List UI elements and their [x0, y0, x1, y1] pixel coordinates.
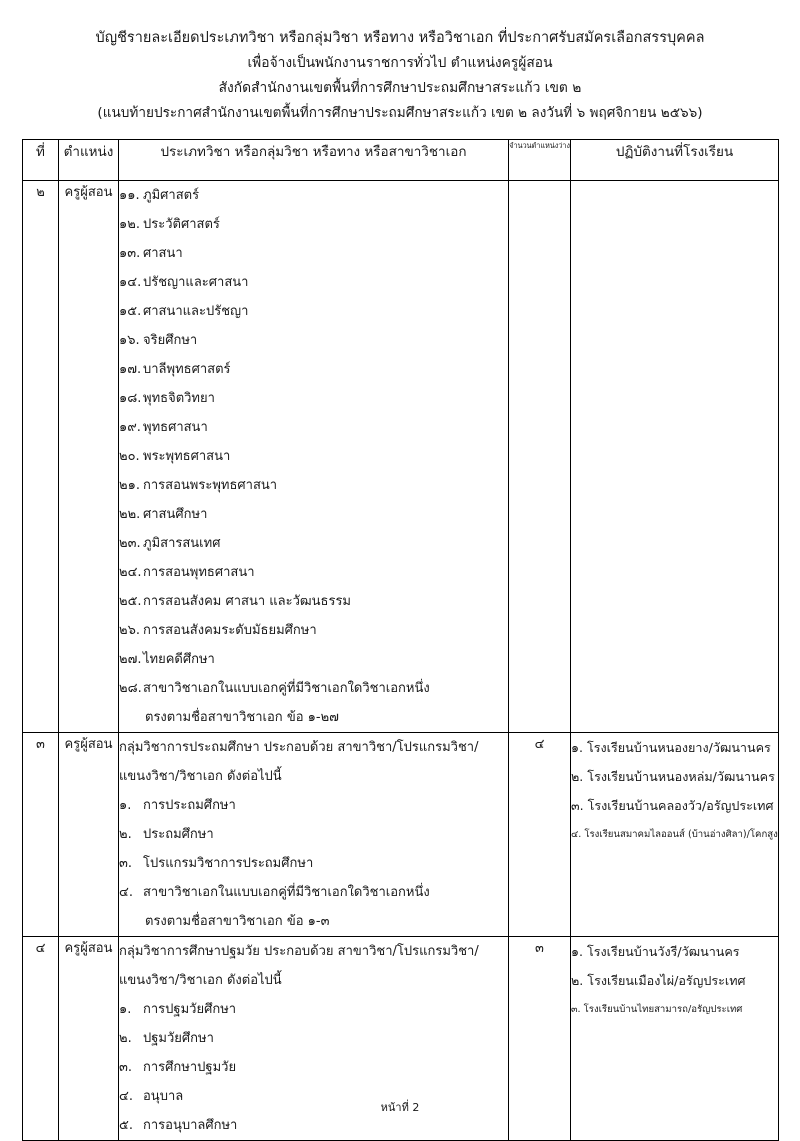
page-footer: หน้าที่ 2: [380, 1101, 420, 1114]
row-subject-list: [119, 181, 509, 733]
list-item: [119, 355, 508, 384]
subject-items: [119, 791, 508, 936]
heading-line-2: เพื่อจ้างเป็นพนักงานราชการทั่วไป ตำแหน่งครูผู้สอน: [247, 55, 553, 71]
heading-line-3: สังกัดสำนักงานเขตพื้นที่การศึกษาประถมศึกษาสระแก้ว เขต ๒: [218, 80, 582, 96]
item-text: ประถมศึกษา: [143, 827, 214, 842]
row-schools: [571, 181, 779, 733]
item-number: ๑๗.: [119, 362, 142, 377]
list-item: [119, 413, 508, 442]
list-item: [119, 587, 508, 616]
item-number: ๓.: [119, 1060, 133, 1075]
school-item: ๓. โรงเรียนบ้านคลองวัว/อรัญประเทศ: [571, 798, 774, 813]
list-item: [119, 616, 508, 645]
school-list: [571, 937, 778, 1024]
list-item: [119, 297, 508, 326]
subject-lead-line-1: กลุ่มวิชาการศึกษาปฐมวัย ประกอบด้วย สาขาวิชา/โปรแกรมวิชา/: [119, 944, 479, 959]
list-item: [119, 1024, 508, 1053]
subject-lead-line-1: กลุ่มวิชาการประถมศึกษา ประกอบด้วย สาขาวิชา/โปรแกรมวิชา/: [119, 740, 479, 755]
table-row: [23, 181, 779, 733]
item-text: พุทธจิตวิทยา: [143, 391, 215, 406]
item-text: การสอนพุทธศาสนา: [143, 565, 255, 580]
item-number: ๔.: [119, 1089, 133, 1104]
item-number: ๒๘.: [119, 681, 142, 696]
list-item: [119, 239, 508, 268]
detail-table: [22, 139, 779, 1141]
item-number: ๒๐.: [119, 449, 140, 464]
column-header-no: ที่: [23, 140, 59, 181]
row-position: ครูผู้สอน: [59, 733, 119, 937]
subject-items: [119, 181, 508, 732]
row-quantity: ๓: [509, 937, 571, 1141]
item-number: ๒๒.: [119, 507, 141, 522]
item-text: การสอนพระพุทธศาสนา: [143, 478, 278, 493]
school-item: ๒. โรงเรียนบ้านหนองหล่ม/วัฒนานคร: [571, 769, 775, 784]
row-quantity: ๔: [509, 733, 571, 937]
list-item: [119, 849, 508, 878]
item-number: ๑๖.: [119, 333, 140, 348]
item-text: ตรงตามชื่อสาขาวิชาเอก ข้อ ๑-๓: [145, 914, 330, 929]
document-heading: [0, 0, 800, 126]
item-text: ปรัชญาและศาสนา: [143, 275, 249, 290]
list-item: [119, 500, 508, 529]
heading-line-4: (แนบท้ายประกาศสำนักงานเขตพื้นที่การศึกษาประถมศึกษาสระแก้ว เขต ๒ ลงวันที่ ๖ พฤศจิกายน ๒๕๖๖): [97, 105, 703, 121]
item-text: พุทธศาสนา: [143, 420, 208, 435]
row-quantity: [509, 181, 571, 733]
table-header-row: [23, 140, 779, 181]
subject-lead-line-2: แขนงวิชา/วิชาเอก ดังต่อไปนี้: [119, 769, 282, 784]
item-text: การปฐมวัยศึกษา: [143, 1002, 237, 1017]
item-number: ๑๙.: [119, 420, 141, 435]
item-text: อนุบาล: [143, 1089, 184, 1104]
item-number: ๑๒.: [119, 217, 140, 232]
item-text: การสอนสังคม ศาสนา และวัฒนธรรม: [143, 594, 351, 609]
list-item: [119, 820, 508, 849]
school-item: ๑. โรงเรียนบ้านวังรี/วัฒนานคร: [571, 944, 740, 959]
item-text: ศาสนา: [143, 246, 183, 261]
list-item: [119, 645, 508, 674]
item-text: โปรแกรมวิชาการประถมศึกษา: [143, 856, 314, 871]
list-item: [119, 326, 508, 355]
subject-lead-line-2: แขนงวิชา/วิชาเอก ดังต่อไปนี้: [119, 973, 282, 988]
list-item: [119, 674, 508, 703]
list-item: [119, 529, 508, 558]
item-text: ภูมิสารสนเทศ: [143, 536, 221, 551]
item-text: ปฐมวัยศึกษา: [143, 1031, 214, 1046]
item-number: ๔.: [119, 885, 133, 900]
list-item: [119, 558, 508, 587]
item-text: ศาสนาและปรัชญา: [143, 304, 249, 319]
list-item: [119, 442, 508, 471]
column-header-subject: ประเภทวิชา หรือกลุ่มวิชา หรือทาง หรือสาขาวิชาเอก: [119, 140, 509, 181]
item-text: สาขาวิชาเอกในแบบเอกคู่ที่มีวิชาเอกใดวิชาเอกหนึ่ง: [143, 885, 430, 900]
item-text: สาขาวิชาเอกในแบบเอกคู่ที่มีวิชาเอกใดวิชาเอกหนึ่ง: [143, 681, 430, 696]
item-number: ๒๓.: [119, 536, 141, 551]
item-text: จริยศึกษา: [143, 333, 198, 348]
school-item: ๒. โรงเรียนเมืองไผ่/อรัญประเทศ: [571, 973, 746, 988]
item-number: ๑.: [119, 798, 132, 813]
subject-items: [119, 995, 508, 1140]
item-text: การสอนสังคมระดับมัธยมศึกษา: [143, 623, 317, 638]
row-no: ๒: [23, 181, 59, 733]
item-number: ๑.: [119, 1002, 132, 1017]
list-item: [119, 384, 508, 413]
row-schools: [571, 733, 779, 937]
row-position: ครูผู้สอน: [59, 937, 119, 1141]
item-text: พระพุทธศาสนา: [143, 449, 231, 464]
item-text: ศาสนศึกษา: [143, 507, 208, 522]
list-item: [119, 210, 508, 239]
item-number: ๒๕.: [119, 594, 142, 609]
list-item: [119, 878, 508, 907]
item-text: ตรงตามชื่อสาขาวิชาเอก ข้อ ๑-๒๗: [145, 710, 339, 725]
item-text: ประวัติศาสตร์: [143, 217, 220, 232]
row-no: ๓: [23, 733, 59, 937]
item-number: ๒๖.: [119, 623, 140, 638]
item-text: การประถมศึกษา: [143, 798, 236, 813]
item-number: ๑๕.: [119, 304, 142, 319]
table-header: [23, 140, 779, 181]
item-number: ๓.: [119, 856, 133, 871]
list-item-continuation: [119, 907, 508, 936]
item-number: ๑๔.: [119, 275, 142, 290]
table-body: [23, 181, 779, 1141]
item-number: ๒.: [119, 827, 132, 842]
item-number: ๒๔.: [119, 565, 142, 580]
school-item: ๔. โรงเรียนสมาคมไลออนส์ (บ้านอ่างศิลา)/โคกสูง: [571, 829, 778, 840]
row-no: ๔: [23, 937, 59, 1141]
list-item: [119, 791, 508, 820]
list-item: [119, 181, 508, 210]
column-header-school: ปฏิบัติงานที่โรงเรียน: [571, 140, 779, 181]
item-number: ๑๘.: [119, 391, 142, 406]
item-text: ภูมิศาสตร์: [143, 188, 200, 203]
item-text: บาลีพุทธศาสตร์: [143, 362, 231, 377]
school-list: [571, 733, 778, 849]
heading-line-1: บัญชีรายละเอียดประเภทวิชา หรือกลุ่มวิชา หรือทาง หรือวิชาเอก ที่ประกาศรับสมัครเลือกสรรบุคคล: [95, 30, 705, 46]
row-position: ครูผู้สอน: [59, 181, 119, 733]
item-number: ๒๑.: [119, 478, 140, 493]
item-text: ไทยคดีศึกษา: [143, 652, 215, 667]
detail-table-wrapper: [22, 139, 778, 1141]
school-item: ๓. โรงเรียนบ้านไทยสามารถ/อรัญประเทศ: [571, 1004, 743, 1015]
item-number: ๒๗.: [119, 652, 142, 667]
item-text: การศึกษาปฐมวัย: [143, 1060, 237, 1075]
item-number: ๒.: [119, 1031, 132, 1046]
school-item: ๑. โรงเรียนบ้านหนองยาง/วัฒนานคร: [571, 740, 771, 755]
column-header-quantity: จำนวนตำแหน่งว่าง: [509, 140, 571, 181]
item-text: การอนุบาลศึกษา: [143, 1118, 238, 1133]
list-item-continuation: [119, 703, 508, 732]
row-subject-list: [119, 733, 509, 937]
list-item: [119, 471, 508, 500]
list-item: [119, 268, 508, 297]
item-number: ๕.: [119, 1118, 133, 1133]
list-item: [119, 1053, 508, 1082]
item-number: ๑๓.: [119, 246, 141, 261]
list-item: [119, 995, 508, 1024]
column-header-position: ตำแหน่ง: [59, 140, 119, 181]
item-number: ๑๑.: [119, 188, 140, 203]
table-row: [23, 733, 779, 937]
